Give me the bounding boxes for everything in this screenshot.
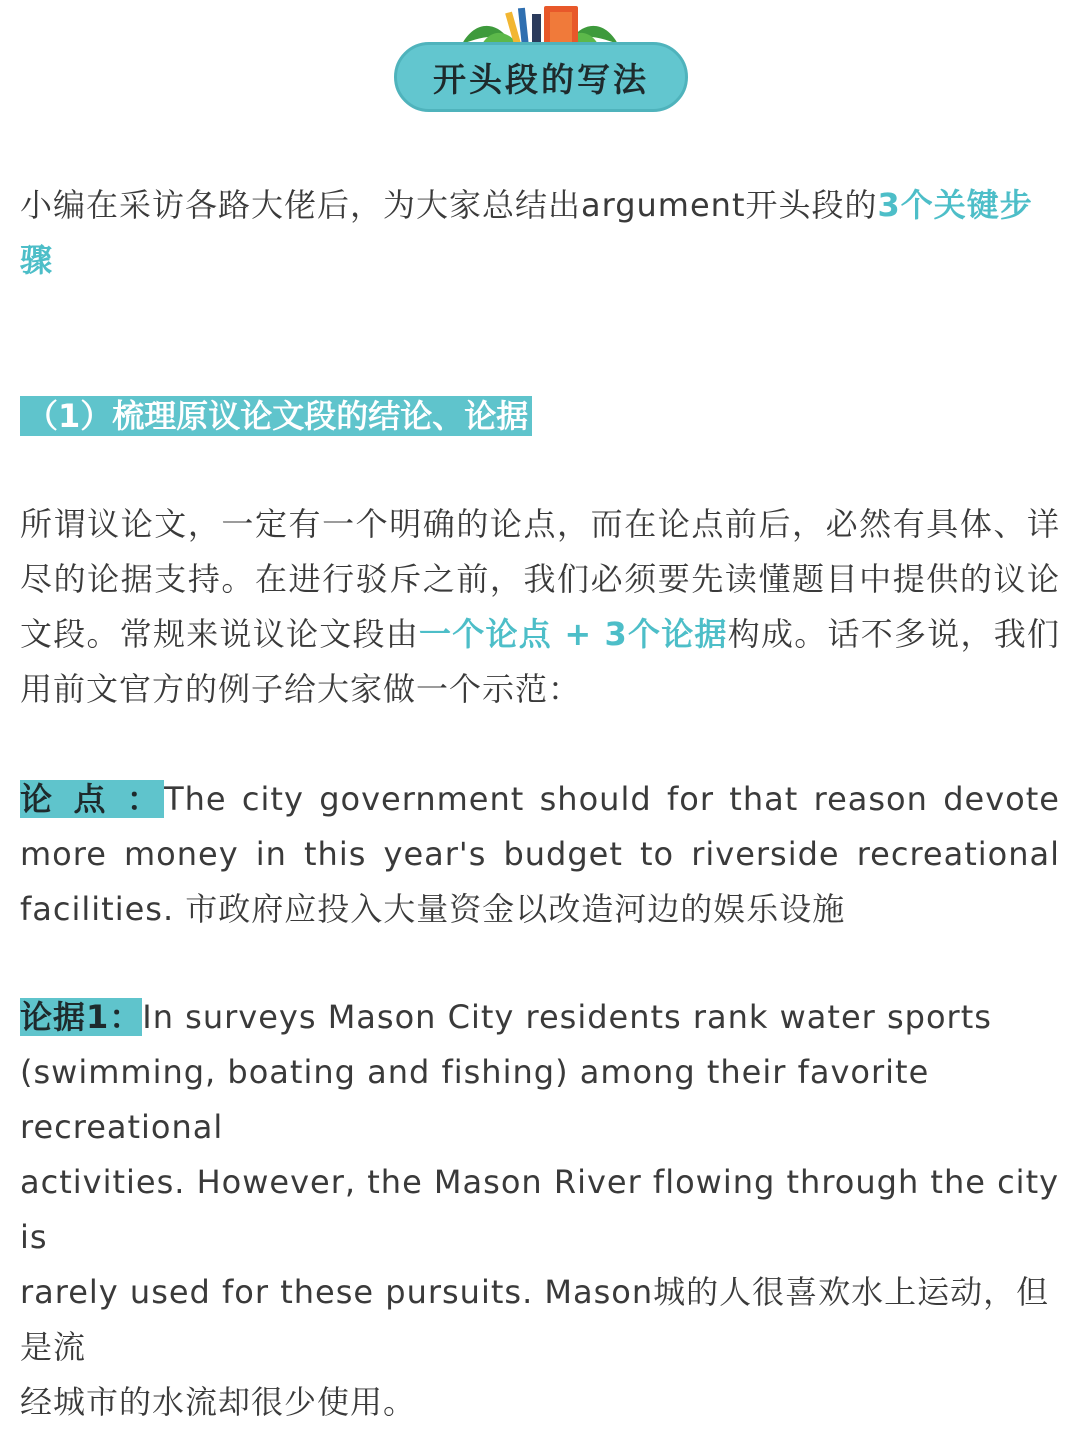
- evidence-line-5: 经城市的水流却很少使用。: [20, 1383, 417, 1421]
- evidence-paragraph: [20, 990, 1060, 1430]
- evidence-line-1: 论据1：In surveys Mason City residents rank water sports: [20, 998, 992, 1036]
- claim-text: The city government should for that reason devote more money in this year's budget to riverside recreational facilities. 市政府应投入大量资金以改造河边的娱乐设施: [20, 780, 1060, 928]
- evidence-line-3: activities. However, the Mason River flowing through the city is: [20, 1163, 1060, 1256]
- explain-text-2: 构成。话不多说，我们用前文官方的例子给大家做一个示范：: [20, 615, 1060, 708]
- explain-paragraph: [20, 497, 1060, 717]
- section-header: [0, 0, 1080, 120]
- evidence-line-4: rarely used for these pursuits. Mason城的人很喜欢水上运动，但是流: [20, 1273, 1050, 1366]
- intro-paragraph: [20, 178, 1060, 288]
- explain-text-1: 所谓议论文，一定有一个明确的论点，而在论点前后，必然有具体、详尽的论据支持。在进行驳斥之前，我们必须要先读懂题目中提供的议论文段。常规来说议论文段由: [20, 505, 1060, 653]
- claim-paragraph: [20, 772, 1060, 937]
- page-title: 开头段的写法: [394, 42, 688, 112]
- intro-text: 小编在采访各路大佬后，为大家总结出argument开头段的: [20, 186, 878, 224]
- explain-highlight: 一个论点 + 3个论据: [418, 615, 728, 653]
- section-title: （1）梳理原议论文段的结论、论据: [20, 396, 532, 436]
- evidence-line-2: (swimming, boating and fishing) among their favorite recreational: [20, 1053, 930, 1146]
- evidence-label: 论据1：: [20, 998, 143, 1036]
- intro-highlight: 3个关键步骤: [20, 186, 1033, 279]
- claim-label: 论 点 ：: [20, 780, 165, 818]
